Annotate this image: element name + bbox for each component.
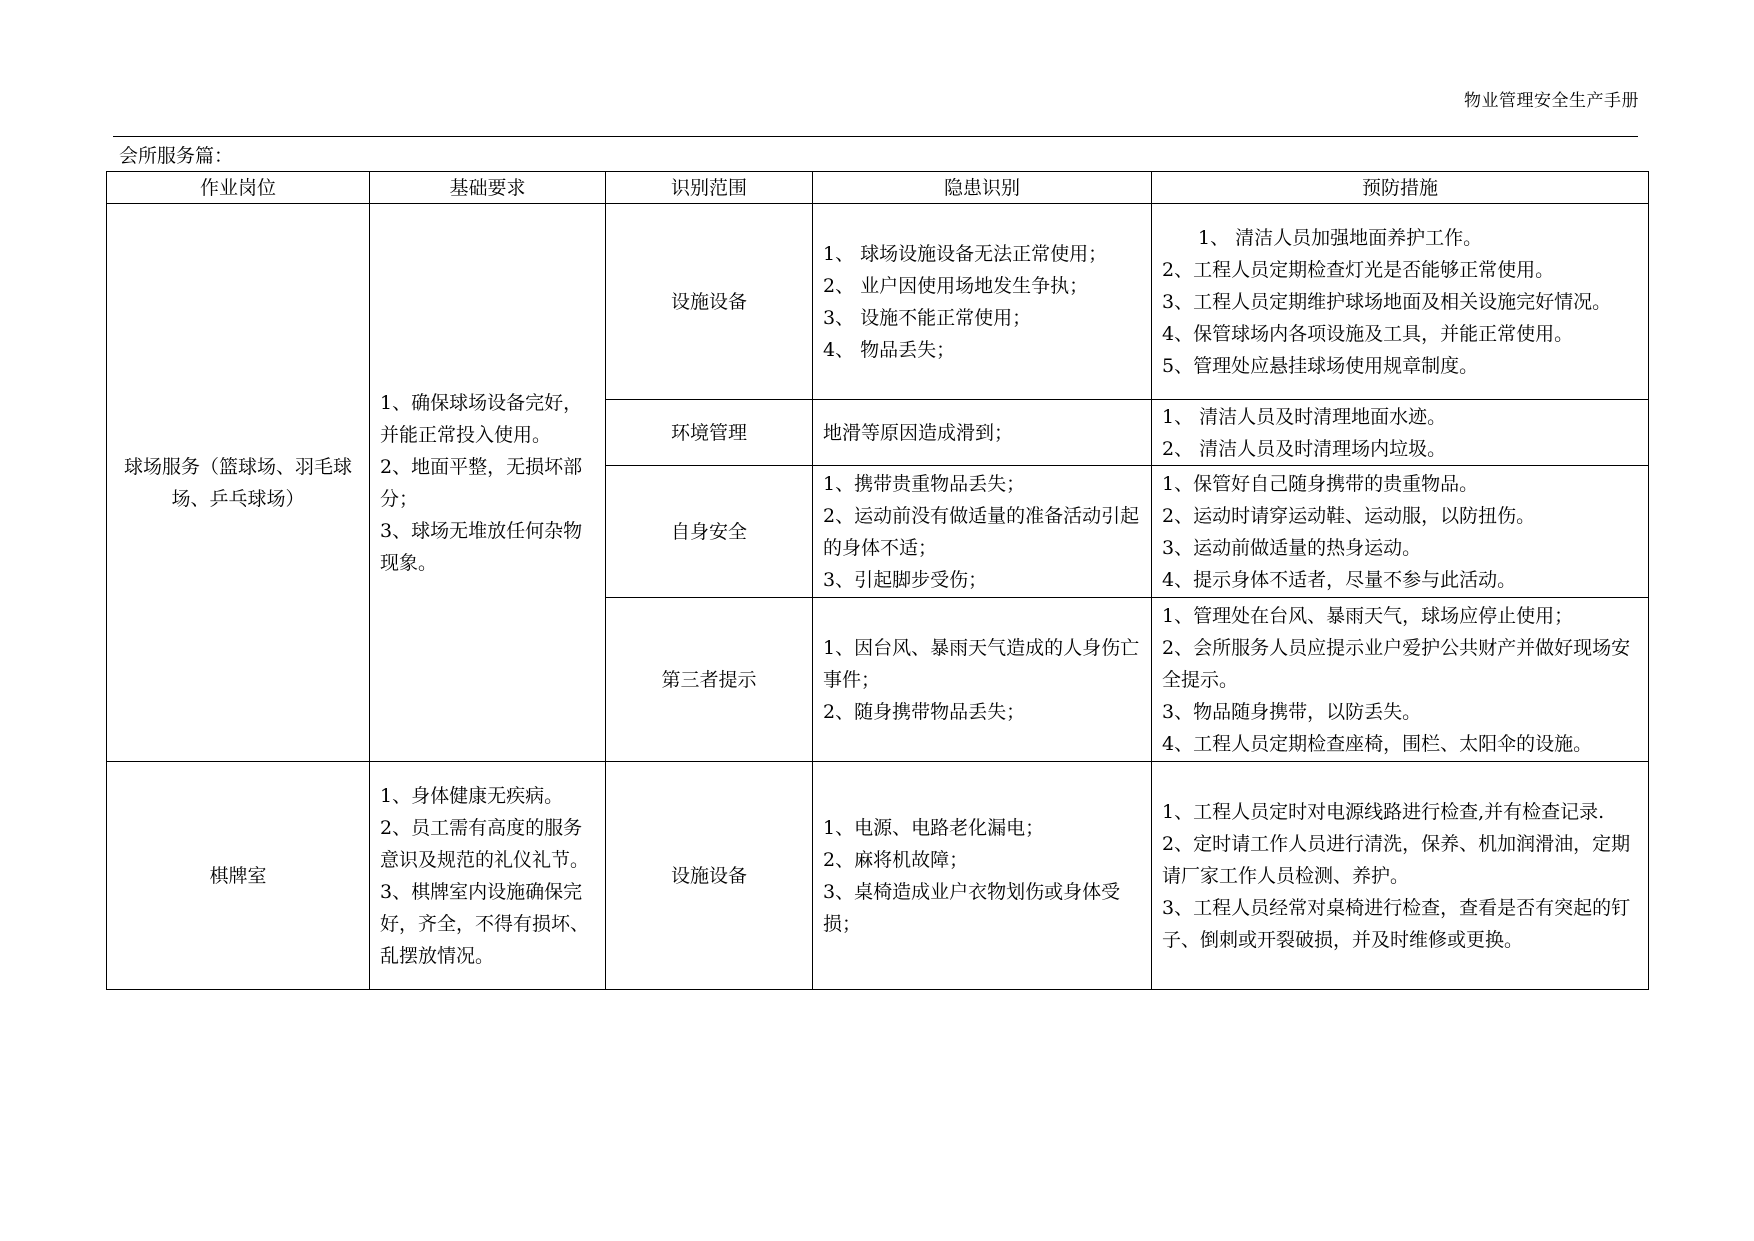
measure-item: 2、 清洁人员及时清理场内垃圾。: [1162, 437, 1447, 460]
scope-cell: 第三者提示: [606, 598, 813, 762]
scope-cell: 环境管理: [606, 400, 813, 466]
measures-cell: [1152, 598, 1649, 762]
measure-item: 4、保管球场内各项设施及工具，并能正常使用。: [1162, 322, 1574, 345]
scope-cell: 设施设备: [606, 204, 813, 400]
measure-item: 2、定时请工作人员进行清洗，保养、机加润滑油，定期请厂家工作人员检测、养护。: [1162, 832, 1631, 887]
measure-item: 3、工程人员经常对桌椅进行检查，查看是否有突起的钉子、倒刺或开裂破损，并及时维修或更换。: [1162, 896, 1631, 951]
hazard-item: 2、运动前没有做适量的准备活动引起的身体不适；: [823, 504, 1140, 559]
hazard-item: 3、引起脚步受伤；: [823, 568, 988, 591]
measure-item: 3、物品随身携带，以防丢失。: [1162, 700, 1422, 723]
hazard-item: 3、桌椅造成业户衣物划伤或身体受损；: [823, 880, 1121, 935]
hazards-cell: [813, 466, 1152, 598]
header-divider: [113, 136, 1638, 137]
header-post: 作业岗位: [107, 172, 370, 204]
header-measures: 预防措施: [1152, 172, 1649, 204]
measure-item: 1、管理处在台风、暴雨天气，球场应停止使用；: [1162, 604, 1574, 627]
hazard-item: 2、麻将机故障；: [823, 848, 969, 871]
measures-cell: [1152, 762, 1649, 990]
requirement-item: 3、球场无堆放任何杂物现象。: [380, 519, 583, 574]
hazard-item: 1、携带贵重物品丢失；: [823, 472, 1026, 495]
measure-item: 4、提示身体不适者，尽量不参与此活动。: [1162, 568, 1517, 591]
hazard-item: 2、 业户因使用场地发生争执；: [823, 274, 1089, 297]
requirement-item: 2、地面平整，无损坏部分；: [380, 455, 583, 510]
hazard-item: 2、随身携带物品丢失；: [823, 700, 1026, 723]
post-cell-chess-room: 棋牌室: [107, 762, 370, 990]
table-row: [107, 762, 1649, 990]
hazard-item: 1、 球场设施设备无法正常使用；: [823, 242, 1108, 265]
hazard-item: 3、 设施不能正常使用；: [823, 306, 1032, 329]
measure-item: 4、工程人员定期检查座椅，围栏、太阳伞的设施。: [1162, 732, 1593, 755]
scope-cell: 自身安全: [606, 466, 813, 598]
measure-item: 3、运动前做适量的热身运动。: [1162, 536, 1422, 559]
measure-item: 1、 清洁人员及时清理地面水迹。: [1162, 405, 1447, 428]
measure-item: 3、工程人员定期维护球场地面及相关设施完好情况。: [1162, 290, 1612, 313]
requirement-item: 3、棋牌室内设施确保完好，齐全，不得有损坏、乱摆放情况。: [380, 880, 590, 967]
table-header-row: [107, 172, 1649, 204]
requirements-cell-court: [370, 204, 606, 762]
hazards-cell: [813, 204, 1152, 400]
measures-cell: [1152, 204, 1649, 400]
measure-item: 2、会所服务人员应提示业户爱护公共财产并做好现场安全提示。: [1162, 636, 1631, 691]
measure-item: 2、运动时请穿运动鞋、运动服，以防扭伤。: [1162, 504, 1536, 527]
hazard-item: 1、因台风、暴雨天气造成的人身伤亡事件；: [823, 636, 1140, 691]
table-row: [107, 204, 1649, 400]
measures-cell: [1152, 466, 1649, 598]
measures-cell: [1152, 400, 1649, 466]
hazards-cell: [813, 762, 1152, 990]
measure-item: 1、工程人员定时对电源线路进行检查,并有检查记录.: [1162, 800, 1605, 823]
section-title: 会所服务篇：: [119, 145, 234, 167]
post-cell-court: 球场服务（篮球场、羽毛球场、乒乓球场）: [107, 204, 370, 762]
measure-item: 2、工程人员定期检查灯光是否能够正常使用。: [1162, 258, 1555, 281]
measure-item: 1、 清洁人员加强地面养护工作。: [1198, 226, 1483, 249]
measure-item: 5、管理处应悬挂球场使用规章制度。: [1162, 354, 1479, 377]
measure-item: 1、保管好自己随身携带的贵重物品。: [1162, 472, 1479, 495]
header-hazards: 隐患识别: [813, 172, 1152, 204]
document-header-title: 物业管理安全生产手册: [1464, 91, 1639, 111]
hazards-cell: [813, 400, 1152, 466]
requirements-cell-chess-room: [370, 762, 606, 990]
header-scope: 识别范围: [606, 172, 813, 204]
header-requirements: 基础要求: [370, 172, 606, 204]
hazards-cell: [813, 598, 1152, 762]
hazard-item: 4、 物品丢失；: [823, 338, 956, 361]
hazard-identification-table: [106, 171, 1649, 990]
requirement-item: 2、员工需有高度的服务意识及规范的礼仪礼节。: [380, 816, 590, 871]
hazard-item: 1、电源、电路老化漏电；: [823, 816, 1045, 839]
hazard-item: 地滑等原因造成滑到；: [823, 421, 1014, 444]
requirement-item: 1、身体健康无疾病。: [380, 784, 564, 807]
scope-cell: 设施设备: [606, 762, 813, 990]
requirement-item: 1、确保球场设备完好，并能正常投入使用。: [380, 391, 583, 446]
